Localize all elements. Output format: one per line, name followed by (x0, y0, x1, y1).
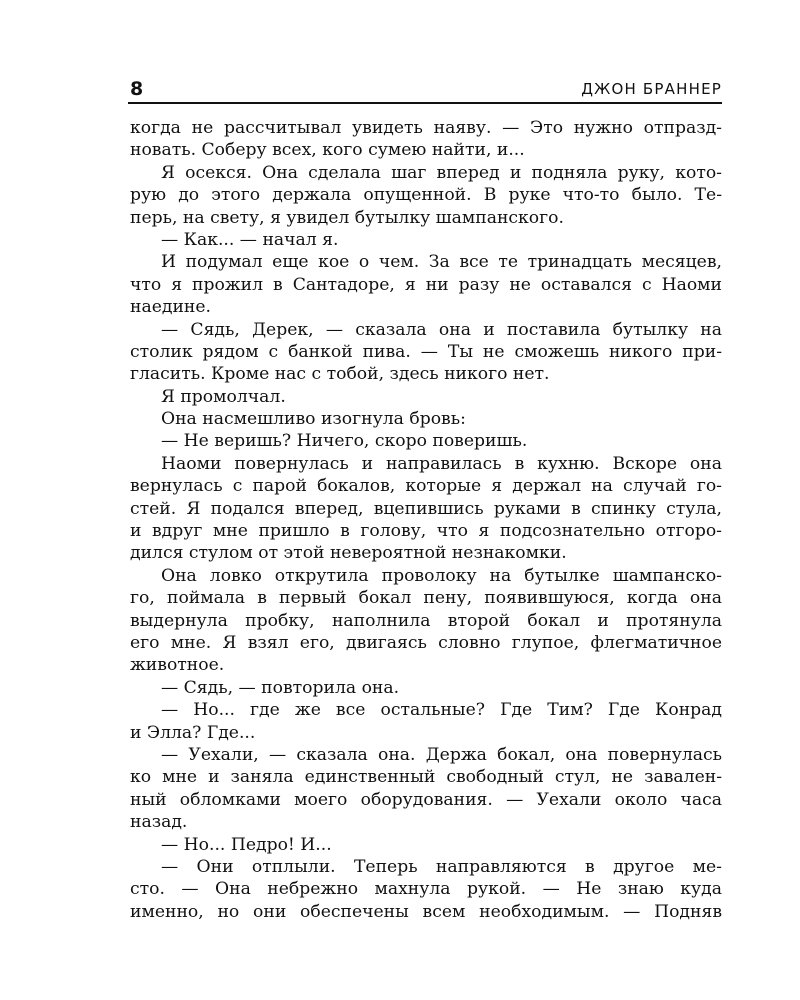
text-line: и Элла? Где... (130, 722, 256, 743)
text-line: его мне. Я взял его, двигаясь словно глупое, флегматичное (130, 632, 722, 653)
text-line: И подумал еще кое о чем. За все те тринадцать месяцев, (161, 252, 722, 273)
text-line: Она ловко открутила проволоку на бутылке шампанско- (161, 565, 722, 586)
text-line: — Уехали, — сказала она. Держа бокал, она повернулась (161, 744, 722, 765)
running-head-author: ДЖОН БРАННЕР (581, 80, 722, 98)
text-line: и вдруг мне пришло в голову, что я подсознательно отгоро- (130, 521, 722, 542)
text-line: — Не веришь? Ничего, скоро поверишь. (161, 431, 528, 452)
text-line: дился стулом от этой невероятной незнакомки. (130, 543, 567, 564)
text-line: животное. (130, 655, 225, 676)
text-line: гласить. Кроме нас с тобой, здесь никого нет. (130, 364, 550, 385)
text-line: рую до этого держала опущенной. В руке что-то было. Те- (130, 185, 722, 206)
running-head (128, 74, 722, 104)
text-line: что я прожил в Сантадоре, я ни разу не оставался с Наоми (130, 274, 722, 295)
text-line: перь, на свету, я увидел бутылку шампанского. (130, 207, 564, 228)
text-line: го, поймала в первый бокал пену, появившуюся, когда она (130, 588, 722, 609)
text-line: Наоми повернулась и направилась в кухню. Вскоре она (161, 453, 722, 474)
text-line: Она насмешливо изогнула бровь: (161, 409, 466, 430)
text-line: именно, но они обеспечены всем необходимым. — Подняв (130, 901, 722, 922)
page-number: 8 (130, 78, 144, 100)
text-line: ный обломками моего оборудования. — Уехали около часа (130, 789, 722, 810)
text-line: — Но... Педро! И... (161, 834, 332, 855)
text-line: ко мне и заняла единственный свободный стул, не завален- (130, 767, 722, 788)
text-line: сто. — Она небрежно махнула рукой. — Не знаю куда (130, 879, 722, 900)
text-line: Я осекся. Она сделала шаг вперед и подняла руку, кото- (161, 162, 722, 183)
text-line: — Они отплыли. Теперь направляются в другое ме- (161, 856, 722, 877)
text-line: Я промолчал. (161, 386, 286, 407)
text-line: когда не рассчитывал увидеть наяву. — Это нужно отпразд- (130, 118, 722, 138)
text-line: столик рядом с банкой пива. — Ты не сможешь никого при- (130, 341, 722, 362)
text-line: — Но... где же все остальные? Где Тим? Где Конрад (161, 700, 722, 721)
body-text (130, 117, 722, 923)
text-line: вернулась с парой бокалов, которые я держал на случай го- (130, 476, 722, 497)
text-line: новать. Соберу всех, кого сумею найти, и... (130, 140, 525, 161)
text-line: наедине. (130, 297, 212, 318)
text-line: — Как... — начал я. (161, 229, 339, 250)
text-line: назад. (130, 812, 188, 833)
text-line: выдернула пробку, наполнила второй бокал и протянула (130, 610, 722, 631)
text-line: стей. Я подался вперед, вцепившись руками в спинку стула, (130, 498, 722, 519)
text-line: — Сядь, Дерек, — сказала она и поставила бутылку на (161, 319, 722, 340)
text-line: — Сядь, — повторила она. (161, 677, 400, 698)
